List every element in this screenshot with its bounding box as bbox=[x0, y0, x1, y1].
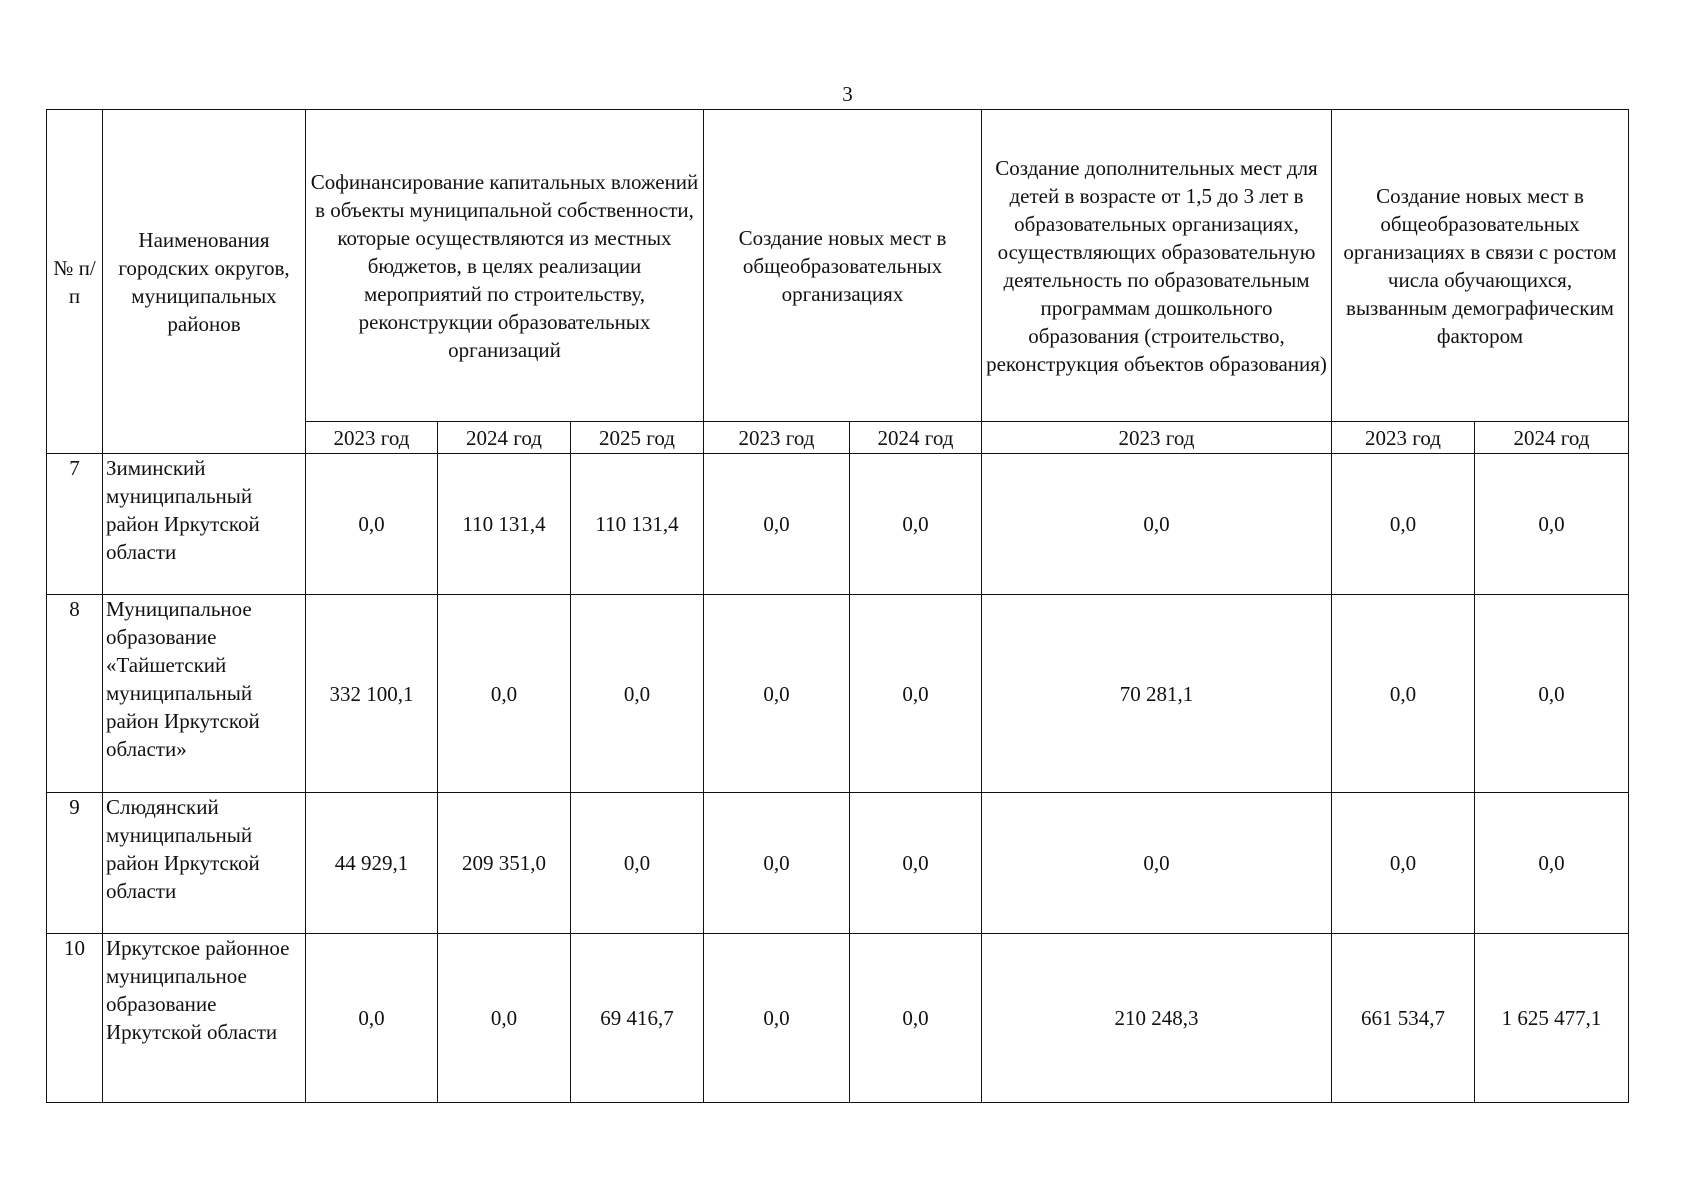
year-header: 2024 год bbox=[438, 422, 571, 454]
value-cell: 661 534,7 bbox=[1332, 934, 1475, 1103]
row-number: 8 bbox=[47, 595, 103, 793]
value-cell: 0,0 bbox=[1332, 793, 1475, 934]
row-number: 9 bbox=[47, 793, 103, 934]
value-cell: 0,0 bbox=[850, 454, 982, 595]
value-cell: 0,0 bbox=[850, 595, 982, 793]
value-cell: 0,0 bbox=[571, 793, 704, 934]
value-cell: 0,0 bbox=[1475, 793, 1629, 934]
value-cell: 0,0 bbox=[850, 793, 982, 934]
header-row bbox=[47, 110, 1629, 422]
value-cell: 210 248,3 bbox=[982, 934, 1332, 1103]
table-row bbox=[47, 595, 1629, 793]
value-cell: 0,0 bbox=[1475, 454, 1629, 595]
year-header: 2023 год bbox=[982, 422, 1332, 454]
value-cell: 0,0 bbox=[704, 454, 850, 595]
value-cell: 0,0 bbox=[704, 793, 850, 934]
value-cell: 0,0 bbox=[1332, 454, 1475, 595]
header-group-new-places: Создание новых мест в общеобразовательных организациях bbox=[704, 110, 982, 422]
value-cell: 44 929,1 bbox=[306, 793, 438, 934]
value-cell: 0,0 bbox=[982, 793, 1332, 934]
budget-table bbox=[46, 109, 1629, 1103]
header-group-cofinancing: Софинансирование капитальных вложений в объекты муниципальной собственности, которые осуществляются из местных бюджетов, в целях реализации мероприятий по строительству, реконструкции образовательных организаций bbox=[306, 110, 704, 422]
row-name: Зиминский муниципальный район Иркутской области bbox=[103, 454, 306, 595]
value-cell: 0,0 bbox=[704, 934, 850, 1103]
header-name: Наименования городских округов, муниципальных районов bbox=[103, 110, 306, 454]
value-cell: 0,0 bbox=[306, 454, 438, 595]
page-number: 3 bbox=[842, 82, 853, 106]
year-header: 2025 год bbox=[571, 422, 704, 454]
value-cell: 332 100,1 bbox=[306, 595, 438, 793]
year-header: 2024 год bbox=[1475, 422, 1629, 454]
year-header: 2023 год bbox=[1332, 422, 1475, 454]
year-header: 2024 год bbox=[850, 422, 982, 454]
row-name: Иркутское районное муниципальное образование Иркутской области bbox=[103, 934, 306, 1103]
value-cell: 69 416,7 bbox=[571, 934, 704, 1103]
value-cell: 0,0 bbox=[571, 595, 704, 793]
value-cell: 1 625 477,1 bbox=[1475, 934, 1629, 1103]
row-name: Муниципальное образование «Тайшетский муниципальный район Иркутской области» bbox=[103, 595, 306, 793]
value-cell: 110 131,4 bbox=[571, 454, 704, 595]
row-name: Слюдянский муниципальный район Иркутской области bbox=[103, 793, 306, 934]
table-row bbox=[47, 454, 1629, 595]
header-group-preschool-places: Создание дополнительных мест для детей в возрасте от 1,5 до 3 лет в образовательных организациях, осуществляющих образовательную деятельность по образовательным программам дошкольного образования (строительство, реконструкция объектов образования) bbox=[982, 110, 1332, 422]
table-row bbox=[47, 793, 1629, 934]
year-header: 2023 год bbox=[704, 422, 850, 454]
row-number: 10 bbox=[47, 934, 103, 1103]
row-number: 7 bbox=[47, 454, 103, 595]
value-cell: 0,0 bbox=[438, 934, 571, 1103]
value-cell: 209 351,0 bbox=[438, 793, 571, 934]
year-header: 2023 год bbox=[306, 422, 438, 454]
value-cell: 0,0 bbox=[306, 934, 438, 1103]
header-group-demographic-places: Создание новых мест в общеобразовательных организациях в связи с ростом числа обучающихся, вызванным демографическим фактором bbox=[1332, 110, 1629, 422]
header-number: № п/п bbox=[47, 110, 103, 454]
table-row bbox=[47, 934, 1629, 1103]
value-cell: 70 281,1 bbox=[982, 595, 1332, 793]
value-cell: 0,0 bbox=[438, 595, 571, 793]
value-cell: 0,0 bbox=[1332, 595, 1475, 793]
value-cell: 0,0 bbox=[704, 595, 850, 793]
value-cell: 0,0 bbox=[982, 454, 1332, 595]
value-cell: 0,0 bbox=[1475, 595, 1629, 793]
value-cell: 110 131,4 bbox=[438, 454, 571, 595]
value-cell: 0,0 bbox=[850, 934, 982, 1103]
